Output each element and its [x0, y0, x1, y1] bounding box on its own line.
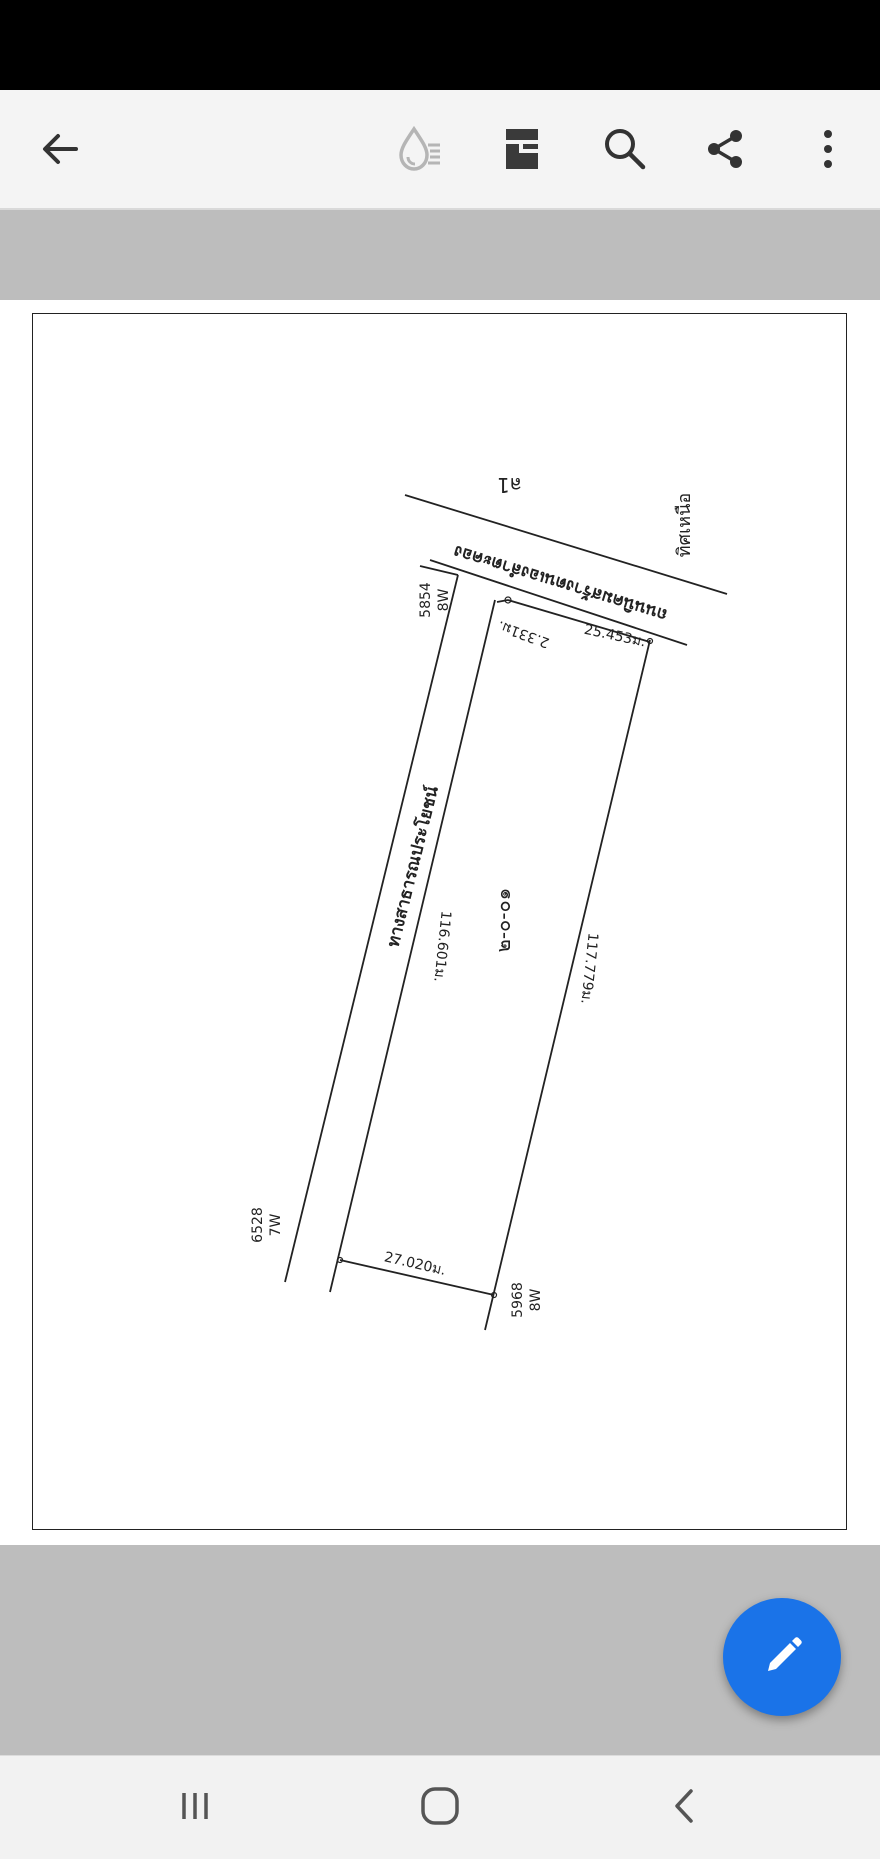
- corner-marker-top-left: 8W5854: [418, 582, 452, 618]
- dimension-top: 25.453ม.: [582, 621, 648, 651]
- dimension-right: 117.779ม.: [577, 931, 601, 1005]
- drawing-frame: [32, 313, 847, 1530]
- back-nav-icon[interactable]: [645, 1776, 725, 1836]
- road-name-label: ถนนนิคมสร้างตนเองลำตะคอง: [451, 540, 670, 625]
- corner-marker-bottom-right: 8W5968: [510, 1282, 544, 1318]
- search-icon[interactable]: [590, 114, 660, 184]
- back-arrow-icon[interactable]: [25, 114, 95, 184]
- edit-pencil-icon: [756, 1631, 808, 1683]
- status-bar: [0, 0, 880, 90]
- top-toolbar: [0, 90, 880, 210]
- road-code-label: ล1: [497, 473, 522, 497]
- more-options-icon[interactable]: [793, 114, 863, 184]
- parcel-area-label: ๒-๐-๐๑: [491, 887, 515, 953]
- corner-marker-bottom-left: 7W6528: [250, 1207, 284, 1243]
- share-icon[interactable]: [690, 114, 760, 184]
- reading-mode-icon[interactable]: [385, 114, 455, 184]
- recent-apps-icon[interactable]: [155, 1776, 235, 1836]
- system-navigation-bar: [0, 1755, 880, 1859]
- dimension-left: 116.601ม.: [430, 909, 454, 983]
- page-layout-icon[interactable]: [486, 114, 556, 184]
- dimension-top-short: 2.331ม.: [495, 617, 552, 651]
- edit-fab-button[interactable]: [723, 1598, 841, 1716]
- home-icon[interactable]: [400, 1776, 480, 1836]
- canal-name-label: ทางสาธารณประโยชน์: [383, 784, 443, 950]
- dimension-bottom: 27.020ม.: [382, 1249, 448, 1279]
- north-direction-label: ทิศเหนือ: [674, 492, 695, 558]
